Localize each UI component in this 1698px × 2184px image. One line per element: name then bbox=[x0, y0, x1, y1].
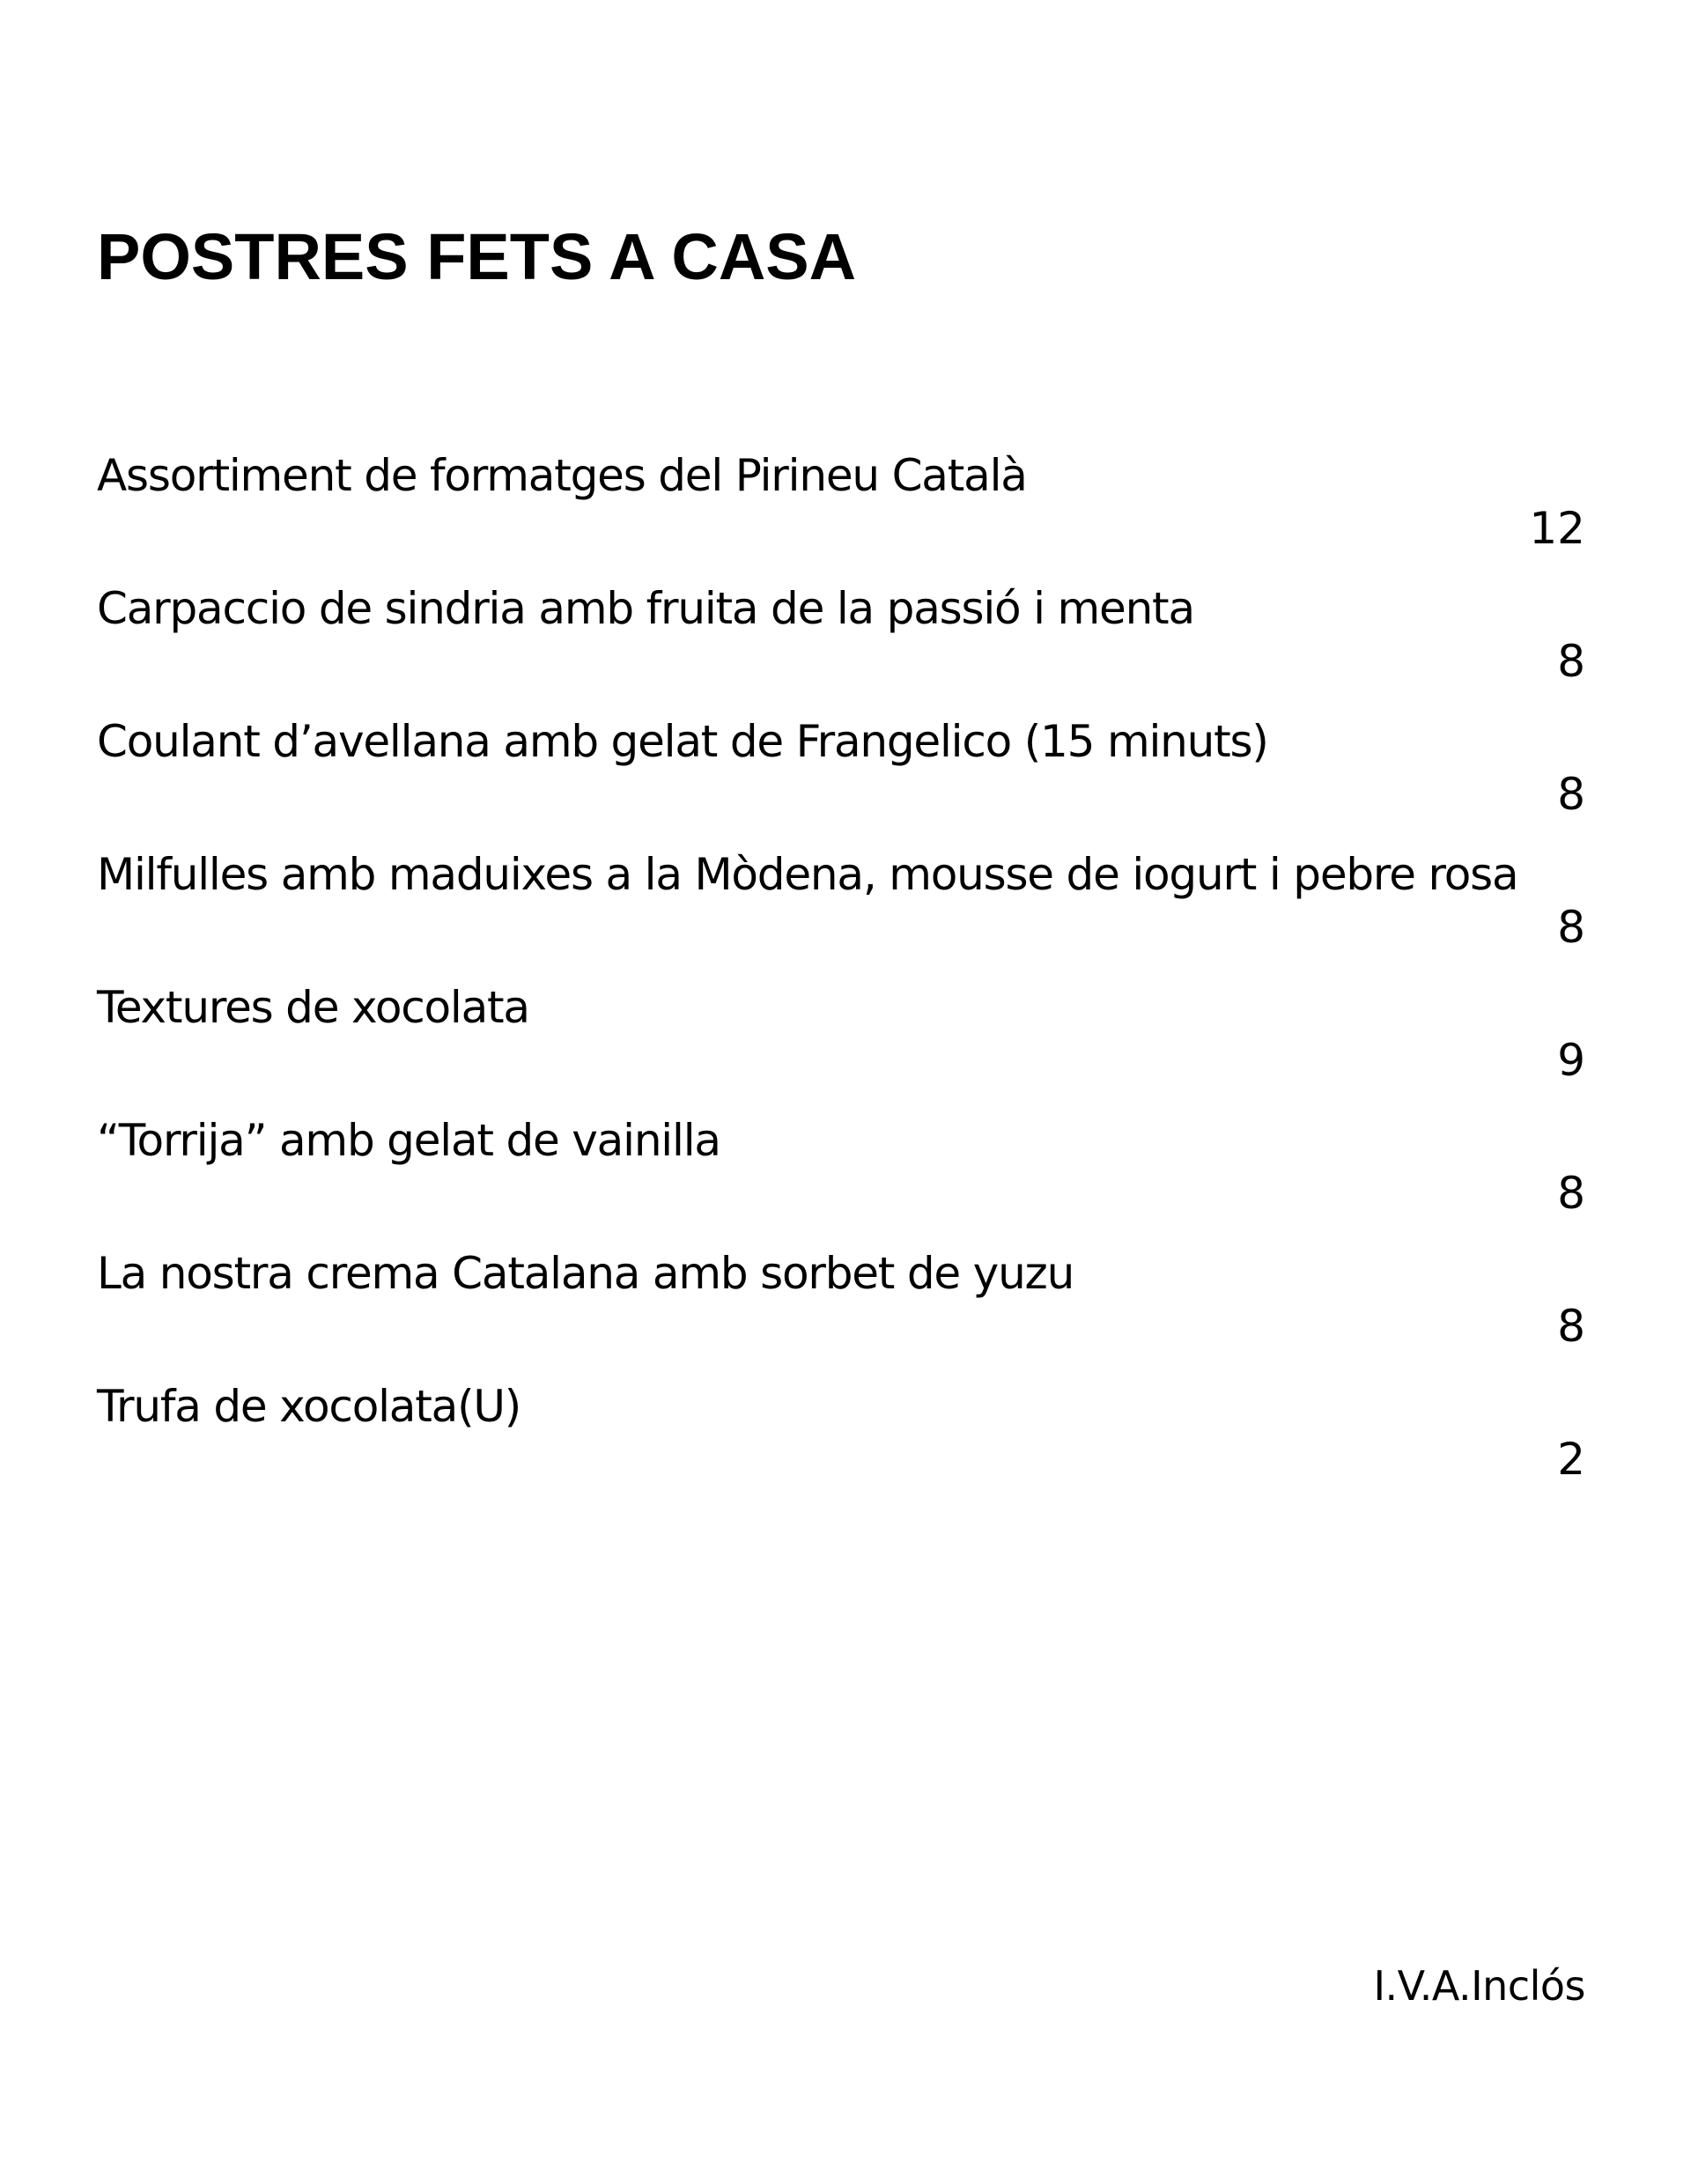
menu-item bbox=[97, 848, 1585, 981]
menu-item-name: “Torrija” amb gelat de vainilla bbox=[97, 1115, 720, 1166]
menu-item bbox=[97, 1380, 1585, 1513]
menu-item-price: 8 bbox=[1557, 1301, 1585, 1352]
menu-item-name: Trufa de xocolata(U) bbox=[97, 1381, 521, 1432]
vat-included-note: I.V.A.Inclós bbox=[1373, 1962, 1585, 2010]
menu-item-name: Textures de xocolata bbox=[97, 982, 529, 1033]
menu-item-name: Assortiment de formatges del Pirineu Català bbox=[97, 450, 1027, 501]
menu-item bbox=[97, 981, 1585, 1114]
menu-item-name: La nostra crema Catalana amb sorbet de yuzu bbox=[97, 1248, 1074, 1299]
menu-item-price: 8 bbox=[1557, 636, 1585, 687]
menu-item-price: 8 bbox=[1557, 769, 1585, 820]
menu-item bbox=[97, 449, 1585, 582]
menu-item bbox=[97, 582, 1585, 715]
menu-item bbox=[97, 1114, 1585, 1247]
dessert-list bbox=[97, 449, 1585, 1513]
menu-item bbox=[97, 1247, 1585, 1380]
menu-item-name: Milfulles amb maduixes a la Mòdena, mousse de iogurt i pebre rosa bbox=[97, 849, 1518, 900]
page-title: POSTRES FETS A CASA bbox=[97, 220, 857, 293]
menu-item bbox=[97, 715, 1585, 848]
menu-item-price: 2 bbox=[1557, 1434, 1585, 1485]
menu-item-price: 8 bbox=[1557, 902, 1585, 953]
menu-item-name: Carpaccio de sindria amb fruita de la passió i menta bbox=[97, 583, 1194, 634]
menu-item-price: 8 bbox=[1557, 1168, 1585, 1219]
menu-item-name: Coulant d’avellana amb gelat de Frangelico (15 minuts) bbox=[97, 716, 1268, 767]
menu-item-price: 12 bbox=[1529, 503, 1585, 554]
menu-item-price: 9 bbox=[1557, 1035, 1585, 1086]
